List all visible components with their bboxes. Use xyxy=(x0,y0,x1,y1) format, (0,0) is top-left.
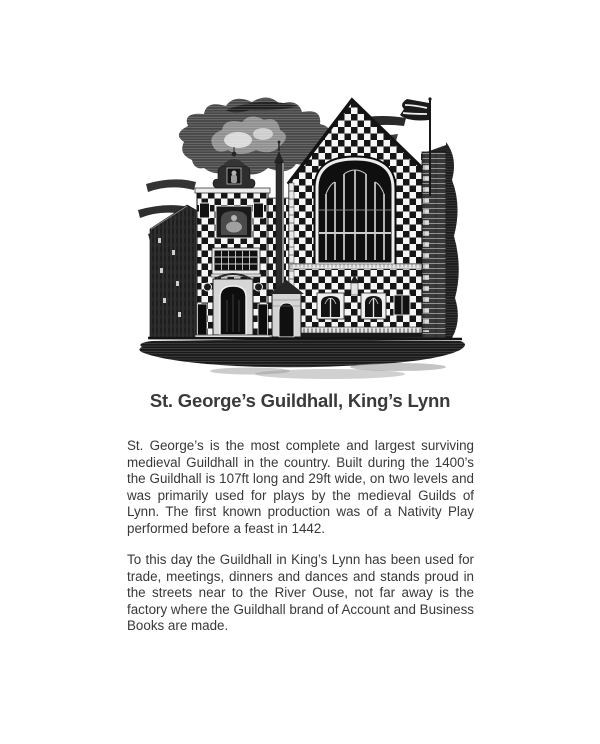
side-door-right xyxy=(258,304,268,335)
side-building xyxy=(150,205,196,339)
lower-window-1 xyxy=(317,293,344,319)
entrance-portal xyxy=(213,274,253,335)
lower-window-2 xyxy=(361,293,386,319)
roundel-left xyxy=(204,283,212,291)
great-gothic-window xyxy=(317,159,393,264)
relief-panel xyxy=(216,206,252,238)
street-ground xyxy=(139,338,465,379)
side-door-left xyxy=(198,304,208,335)
mullioned-window xyxy=(211,248,261,277)
facade-window-left xyxy=(200,203,210,218)
paragraph-history: St. George’s is the most complete and largest surviving medieval Guildhall in the country. Built during the 1400’s the Guildhall is 107ft long and 29ft wide, on two levels and was primarily used for plays by the medieval Guilds of Lynn. The first known production was of a Nativity Play performed before a feast in 1442. xyxy=(127,438,474,536)
guildhall-illustration xyxy=(130,88,470,388)
page-title: St. George’s Guildhall, King’s Lynn xyxy=(149,390,451,411)
facade-window-right xyxy=(254,203,264,218)
lower-window-3 xyxy=(394,295,410,315)
brick-tower xyxy=(421,142,459,338)
paragraph-today: To this day the Guildhall in King’s Lynn has been used for trade, meetings, dinners and dances and stands proud in the streets near to the River Ouse, not far away is the factory where the Guildhall brand of Account and Business Books are made. xyxy=(127,552,474,634)
guildhall-engraving xyxy=(130,88,470,388)
entrance-facade xyxy=(195,147,270,339)
roundel-right xyxy=(255,283,263,291)
